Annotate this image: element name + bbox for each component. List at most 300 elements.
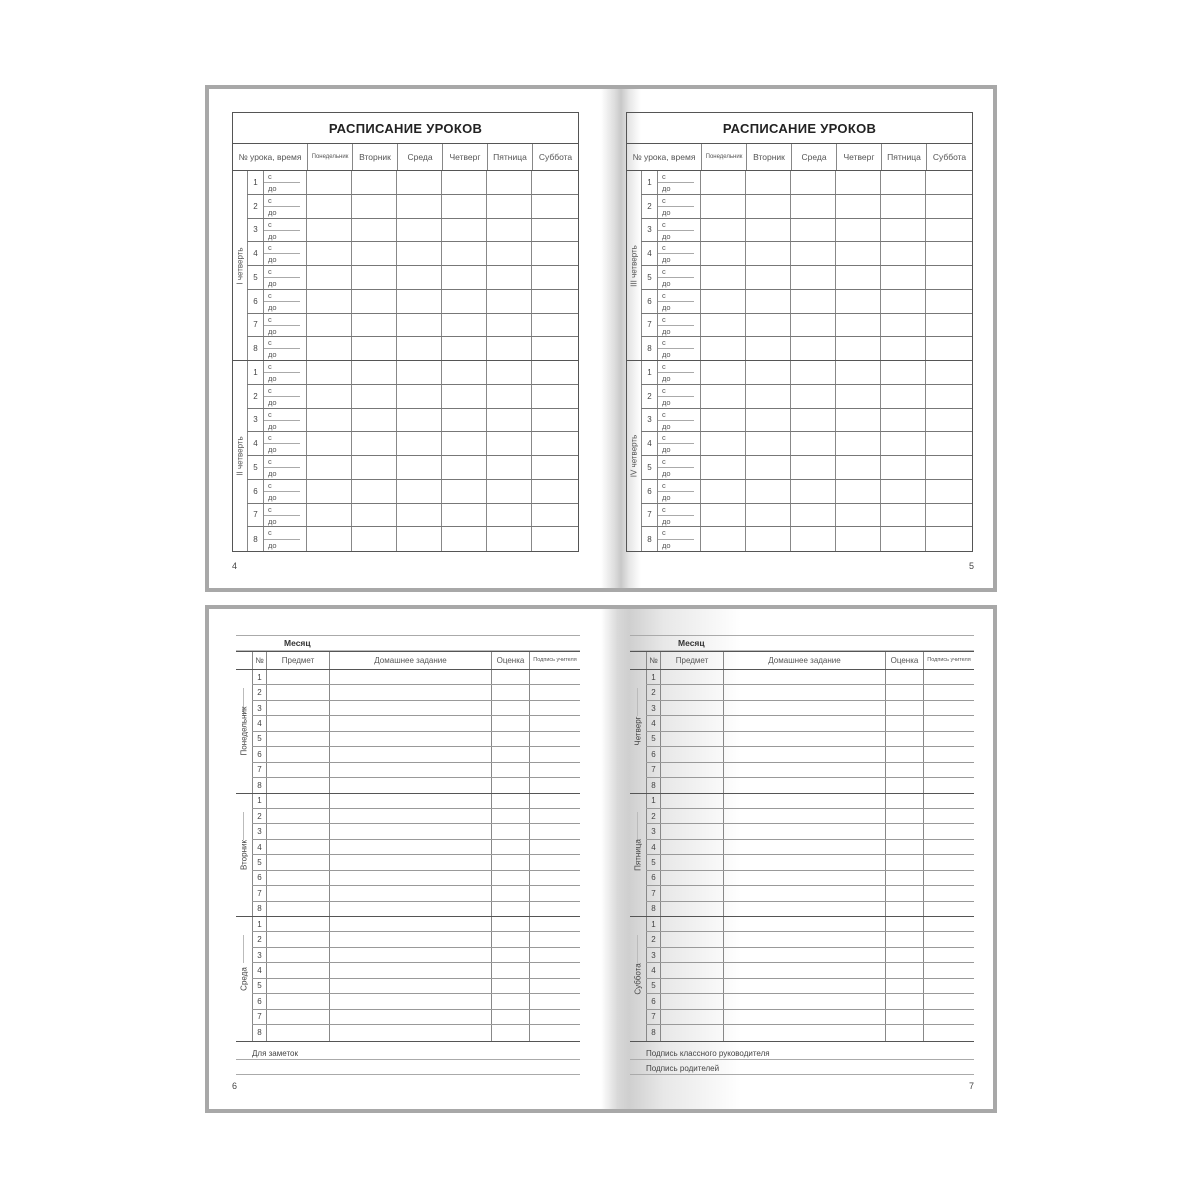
schedule-cell[interactable] bbox=[835, 242, 880, 265]
schedule-cell[interactable] bbox=[486, 242, 531, 265]
homework-cell[interactable] bbox=[329, 716, 491, 730]
time-to-field[interactable]: до bbox=[268, 469, 277, 478]
schedule-cell[interactable] bbox=[396, 432, 441, 455]
schedule-cell[interactable] bbox=[441, 337, 486, 360]
time-to-field[interactable]: до bbox=[268, 207, 277, 217]
teacher-signature-cell[interactable] bbox=[923, 732, 974, 746]
grade-cell[interactable] bbox=[885, 948, 923, 962]
homework-cell[interactable] bbox=[723, 670, 885, 684]
time-from-field[interactable]: с bbox=[264, 314, 300, 326]
teacher-signature-cell[interactable] bbox=[529, 871, 580, 885]
subject-cell[interactable] bbox=[266, 963, 329, 977]
time-to-field[interactable]: до bbox=[268, 397, 277, 407]
homework-cell[interactable] bbox=[723, 994, 885, 1008]
teacher-signature-cell[interactable] bbox=[529, 809, 580, 823]
homework-cell[interactable] bbox=[329, 979, 491, 993]
schedule-cell[interactable] bbox=[745, 219, 790, 242]
time-from-field[interactable]: с bbox=[264, 219, 300, 231]
time-to-field[interactable]: до bbox=[268, 302, 277, 312]
schedule-cell[interactable] bbox=[700, 361, 745, 384]
footer-line[interactable]: Для заметок bbox=[236, 1045, 580, 1060]
teacher-signature-cell[interactable] bbox=[923, 948, 974, 962]
schedule-cell[interactable] bbox=[880, 242, 925, 265]
subject-cell[interactable] bbox=[266, 886, 329, 900]
schedule-cell[interactable] bbox=[700, 504, 745, 527]
schedule-cell[interactable] bbox=[396, 195, 441, 218]
schedule-cell[interactable] bbox=[531, 195, 577, 218]
schedule-cell[interactable] bbox=[790, 242, 835, 265]
schedule-cell[interactable] bbox=[790, 527, 835, 551]
schedule-cell[interactable] bbox=[835, 195, 880, 218]
subject-cell[interactable] bbox=[266, 902, 329, 916]
grade-cell[interactable] bbox=[491, 840, 529, 854]
homework-cell[interactable] bbox=[329, 685, 491, 699]
schedule-cell[interactable] bbox=[441, 409, 486, 432]
schedule-cell[interactable] bbox=[880, 290, 925, 313]
schedule-cell[interactable] bbox=[700, 432, 745, 455]
time-to-field[interactable]: до bbox=[662, 326, 671, 336]
schedule-cell[interactable] bbox=[396, 456, 441, 479]
homework-cell[interactable] bbox=[329, 670, 491, 684]
time-from-field[interactable]: с bbox=[264, 242, 300, 254]
schedule-cell[interactable] bbox=[441, 456, 486, 479]
schedule-cell[interactable] bbox=[441, 290, 486, 313]
schedule-cell[interactable] bbox=[486, 456, 531, 479]
time-from-field[interactable]: с bbox=[658, 409, 694, 421]
homework-cell[interactable] bbox=[723, 917, 885, 931]
teacher-signature-cell[interactable] bbox=[529, 932, 580, 946]
grade-cell[interactable] bbox=[491, 932, 529, 946]
homework-cell[interactable] bbox=[329, 902, 491, 916]
schedule-cell[interactable] bbox=[835, 171, 880, 194]
schedule-cell[interactable] bbox=[396, 242, 441, 265]
time-to-field[interactable]: до bbox=[662, 445, 671, 455]
teacher-signature-cell[interactable] bbox=[923, 932, 974, 946]
schedule-cell[interactable] bbox=[441, 314, 486, 337]
schedule-cell[interactable] bbox=[486, 480, 531, 503]
grade-cell[interactable] bbox=[885, 778, 923, 792]
grade-cell[interactable] bbox=[885, 840, 923, 854]
grade-cell[interactable] bbox=[885, 871, 923, 885]
teacher-signature-cell[interactable] bbox=[923, 701, 974, 715]
time-from-field[interactable]: с bbox=[264, 361, 300, 373]
schedule-cell[interactable] bbox=[351, 337, 396, 360]
schedule-cell[interactable] bbox=[396, 337, 441, 360]
schedule-cell[interactable] bbox=[306, 504, 351, 527]
teacher-signature-cell[interactable] bbox=[923, 1025, 974, 1040]
schedule-cell[interactable] bbox=[835, 337, 880, 360]
homework-cell[interactable] bbox=[329, 948, 491, 962]
homework-cell[interactable] bbox=[723, 932, 885, 946]
time-from-field[interactable]: с bbox=[264, 480, 300, 492]
schedule-cell[interactable] bbox=[486, 361, 531, 384]
grade-cell[interactable] bbox=[885, 685, 923, 699]
teacher-signature-cell[interactable] bbox=[529, 747, 580, 761]
schedule-cell[interactable] bbox=[925, 290, 971, 313]
schedule-cell[interactable] bbox=[396, 171, 441, 194]
schedule-cell[interactable] bbox=[745, 314, 790, 337]
time-to-field[interactable]: до bbox=[268, 231, 277, 241]
time-from-field[interactable]: с bbox=[264, 432, 300, 444]
schedule-cell[interactable] bbox=[306, 242, 351, 265]
grade-cell[interactable] bbox=[885, 794, 923, 808]
teacher-signature-cell[interactable] bbox=[529, 732, 580, 746]
schedule-cell[interactable] bbox=[396, 290, 441, 313]
schedule-cell[interactable] bbox=[441, 195, 486, 218]
homework-cell[interactable] bbox=[329, 932, 491, 946]
schedule-cell[interactable] bbox=[700, 385, 745, 408]
homework-cell[interactable] bbox=[723, 871, 885, 885]
schedule-cell[interactable] bbox=[306, 314, 351, 337]
subject-cell[interactable] bbox=[266, 824, 329, 838]
homework-cell[interactable] bbox=[329, 994, 491, 1008]
schedule-cell[interactable] bbox=[351, 361, 396, 384]
teacher-signature-cell[interactable] bbox=[529, 840, 580, 854]
homework-cell[interactable] bbox=[723, 716, 885, 730]
subject-cell[interactable] bbox=[660, 1025, 723, 1040]
schedule-cell[interactable] bbox=[700, 219, 745, 242]
homework-cell[interactable] bbox=[329, 778, 491, 792]
subject-cell[interactable] bbox=[660, 732, 723, 746]
teacher-signature-cell[interactable] bbox=[529, 716, 580, 730]
schedule-cell[interactable] bbox=[351, 195, 396, 218]
grade-cell[interactable] bbox=[491, 747, 529, 761]
teacher-signature-cell[interactable] bbox=[529, 701, 580, 715]
schedule-cell[interactable] bbox=[925, 480, 971, 503]
grade-cell[interactable] bbox=[885, 732, 923, 746]
subject-cell[interactable] bbox=[266, 747, 329, 761]
schedule-cell[interactable] bbox=[306, 266, 351, 289]
time-to-field[interactable]: до bbox=[268, 279, 277, 288]
schedule-cell[interactable] bbox=[745, 195, 790, 218]
teacher-signature-cell[interactable] bbox=[923, 794, 974, 808]
schedule-cell[interactable] bbox=[306, 480, 351, 503]
subject-cell[interactable] bbox=[266, 979, 329, 993]
schedule-cell[interactable] bbox=[441, 219, 486, 242]
schedule-cell[interactable] bbox=[790, 195, 835, 218]
subject-cell[interactable] bbox=[266, 685, 329, 699]
grade-cell[interactable] bbox=[491, 809, 529, 823]
schedule-cell[interactable] bbox=[925, 171, 971, 194]
schedule-cell[interactable] bbox=[835, 480, 880, 503]
schedule-cell[interactable] bbox=[925, 219, 971, 242]
time-to-field[interactable]: до bbox=[662, 255, 671, 265]
subject-cell[interactable] bbox=[660, 778, 723, 792]
schedule-cell[interactable] bbox=[835, 219, 880, 242]
homework-cell[interactable] bbox=[723, 778, 885, 792]
time-to-field[interactable]: до bbox=[268, 540, 277, 550]
subject-cell[interactable] bbox=[660, 886, 723, 900]
grade-cell[interactable] bbox=[491, 716, 529, 730]
schedule-cell[interactable] bbox=[700, 242, 745, 265]
homework-cell[interactable] bbox=[329, 840, 491, 854]
schedule-cell[interactable] bbox=[790, 432, 835, 455]
teacher-signature-cell[interactable] bbox=[923, 994, 974, 1008]
teacher-signature-cell[interactable] bbox=[529, 902, 580, 916]
schedule-cell[interactable] bbox=[531, 385, 577, 408]
schedule-cell[interactable] bbox=[531, 337, 577, 360]
grade-cell[interactable] bbox=[491, 685, 529, 699]
homework-cell[interactable] bbox=[723, 809, 885, 823]
schedule-cell[interactable] bbox=[351, 527, 396, 551]
subject-cell[interactable] bbox=[660, 948, 723, 962]
homework-cell[interactable] bbox=[329, 917, 491, 931]
subject-cell[interactable] bbox=[266, 701, 329, 715]
time-from-field[interactable]: с bbox=[658, 432, 694, 444]
time-to-field[interactable]: до bbox=[662, 397, 671, 407]
schedule-cell[interactable] bbox=[790, 337, 835, 360]
subject-cell[interactable] bbox=[660, 932, 723, 946]
schedule-cell[interactable] bbox=[925, 432, 971, 455]
schedule-cell[interactable] bbox=[396, 361, 441, 384]
schedule-cell[interactable] bbox=[351, 290, 396, 313]
schedule-cell[interactable] bbox=[486, 385, 531, 408]
grade-cell[interactable] bbox=[885, 747, 923, 761]
schedule-cell[interactable] bbox=[351, 242, 396, 265]
schedule-cell[interactable] bbox=[486, 314, 531, 337]
teacher-signature-cell[interactable] bbox=[529, 670, 580, 684]
time-from-field[interactable]: с bbox=[658, 314, 694, 326]
schedule-cell[interactable] bbox=[790, 456, 835, 479]
teacher-signature-cell[interactable] bbox=[923, 670, 974, 684]
grade-cell[interactable] bbox=[885, 994, 923, 1008]
schedule-cell[interactable] bbox=[835, 527, 880, 551]
subject-cell[interactable] bbox=[660, 670, 723, 684]
homework-cell[interactable] bbox=[723, 902, 885, 916]
teacher-signature-cell[interactable] bbox=[529, 994, 580, 1008]
subject-cell[interactable] bbox=[266, 794, 329, 808]
teacher-signature-cell[interactable] bbox=[923, 685, 974, 699]
footer-line[interactable]: Подпись родителей bbox=[630, 1060, 974, 1075]
schedule-cell[interactable] bbox=[745, 385, 790, 408]
schedule-cell[interactable] bbox=[306, 171, 351, 194]
schedule-cell[interactable] bbox=[441, 242, 486, 265]
schedule-cell[interactable] bbox=[925, 409, 971, 432]
grade-cell[interactable] bbox=[491, 763, 529, 777]
schedule-cell[interactable] bbox=[351, 480, 396, 503]
schedule-cell[interactable] bbox=[745, 432, 790, 455]
schedule-cell[interactable] bbox=[351, 385, 396, 408]
grade-cell[interactable] bbox=[885, 763, 923, 777]
schedule-cell[interactable] bbox=[745, 409, 790, 432]
schedule-cell[interactable] bbox=[531, 527, 577, 551]
teacher-signature-cell[interactable] bbox=[923, 979, 974, 993]
schedule-cell[interactable] bbox=[351, 504, 396, 527]
subject-cell[interactable] bbox=[266, 778, 329, 792]
teacher-signature-cell[interactable] bbox=[923, 871, 974, 885]
schedule-cell[interactable] bbox=[486, 290, 531, 313]
subject-cell[interactable] bbox=[266, 763, 329, 777]
schedule-cell[interactable] bbox=[396, 504, 441, 527]
time-to-field[interactable]: до bbox=[662, 421, 671, 431]
schedule-cell[interactable] bbox=[880, 219, 925, 242]
time-to-field[interactable]: до bbox=[268, 255, 277, 265]
time-from-field[interactable]: с bbox=[264, 337, 300, 349]
schedule-cell[interactable] bbox=[531, 480, 577, 503]
schedule-cell[interactable] bbox=[700, 480, 745, 503]
subject-cell[interactable] bbox=[660, 994, 723, 1008]
grade-cell[interactable] bbox=[885, 701, 923, 715]
schedule-cell[interactable] bbox=[531, 219, 577, 242]
schedule-cell[interactable] bbox=[486, 219, 531, 242]
schedule-cell[interactable] bbox=[306, 290, 351, 313]
homework-cell[interactable] bbox=[329, 1025, 491, 1040]
schedule-cell[interactable] bbox=[925, 504, 971, 527]
schedule-cell[interactable] bbox=[835, 432, 880, 455]
schedule-cell[interactable] bbox=[486, 266, 531, 289]
schedule-cell[interactable] bbox=[790, 385, 835, 408]
schedule-cell[interactable] bbox=[306, 432, 351, 455]
grade-cell[interactable] bbox=[491, 824, 529, 838]
grade-cell[interactable] bbox=[491, 902, 529, 916]
time-to-field[interactable]: до bbox=[268, 492, 277, 502]
subject-cell[interactable] bbox=[660, 824, 723, 838]
time-to-field[interactable]: до bbox=[662, 350, 671, 360]
schedule-cell[interactable] bbox=[745, 290, 790, 313]
grade-cell[interactable] bbox=[885, 902, 923, 916]
grade-cell[interactable] bbox=[885, 932, 923, 946]
teacher-signature-cell[interactable] bbox=[529, 979, 580, 993]
schedule-cell[interactable] bbox=[531, 432, 577, 455]
schedule-cell[interactable] bbox=[790, 290, 835, 313]
grade-cell[interactable] bbox=[885, 670, 923, 684]
subject-cell[interactable] bbox=[266, 840, 329, 854]
schedule-cell[interactable] bbox=[880, 337, 925, 360]
grade-cell[interactable] bbox=[491, 855, 529, 869]
subject-cell[interactable] bbox=[660, 840, 723, 854]
schedule-cell[interactable] bbox=[835, 266, 880, 289]
time-from-field[interactable]: с bbox=[264, 385, 300, 397]
teacher-signature-cell[interactable] bbox=[923, 763, 974, 777]
time-from-field[interactable]: с bbox=[658, 219, 694, 231]
time-from-field[interactable]: с bbox=[658, 385, 694, 397]
schedule-cell[interactable] bbox=[441, 527, 486, 551]
schedule-cell[interactable] bbox=[486, 337, 531, 360]
time-from-field[interactable]: с bbox=[658, 337, 694, 349]
schedule-cell[interactable] bbox=[880, 504, 925, 527]
homework-cell[interactable] bbox=[329, 732, 491, 746]
grade-cell[interactable] bbox=[491, 732, 529, 746]
homework-cell[interactable] bbox=[723, 824, 885, 838]
grade-cell[interactable] bbox=[885, 979, 923, 993]
schedule-cell[interactable] bbox=[925, 337, 971, 360]
schedule-cell[interactable] bbox=[306, 337, 351, 360]
schedule-cell[interactable] bbox=[531, 266, 577, 289]
homework-cell[interactable] bbox=[723, 1025, 885, 1040]
homework-cell[interactable] bbox=[329, 809, 491, 823]
schedule-cell[interactable] bbox=[700, 527, 745, 551]
schedule-cell[interactable] bbox=[790, 314, 835, 337]
homework-cell[interactable] bbox=[329, 794, 491, 808]
schedule-cell[interactable] bbox=[880, 195, 925, 218]
schedule-cell[interactable] bbox=[790, 504, 835, 527]
subject-cell[interactable] bbox=[266, 1010, 329, 1024]
time-to-field[interactable]: до bbox=[662, 469, 671, 478]
homework-cell[interactable] bbox=[329, 824, 491, 838]
time-to-field[interactable]: до bbox=[662, 516, 671, 526]
time-to-field[interactable]: до bbox=[662, 374, 671, 383]
grade-cell[interactable] bbox=[491, 979, 529, 993]
schedule-cell[interactable] bbox=[396, 409, 441, 432]
subject-cell[interactable] bbox=[660, 855, 723, 869]
homework-cell[interactable] bbox=[329, 871, 491, 885]
schedule-cell[interactable] bbox=[531, 456, 577, 479]
subject-cell[interactable] bbox=[660, 685, 723, 699]
homework-cell[interactable] bbox=[723, 701, 885, 715]
time-to-field[interactable]: до bbox=[662, 540, 671, 550]
teacher-signature-cell[interactable] bbox=[529, 824, 580, 838]
schedule-cell[interactable] bbox=[396, 527, 441, 551]
subject-cell[interactable] bbox=[660, 701, 723, 715]
subject-cell[interactable] bbox=[660, 963, 723, 977]
teacher-signature-cell[interactable] bbox=[529, 794, 580, 808]
schedule-cell[interactable] bbox=[925, 266, 971, 289]
schedule-cell[interactable] bbox=[396, 480, 441, 503]
schedule-cell[interactable] bbox=[790, 480, 835, 503]
grade-cell[interactable] bbox=[885, 809, 923, 823]
schedule-cell[interactable] bbox=[790, 266, 835, 289]
grade-cell[interactable] bbox=[491, 1025, 529, 1040]
schedule-cell[interactable] bbox=[925, 242, 971, 265]
schedule-cell[interactable] bbox=[486, 432, 531, 455]
time-from-field[interactable]: с bbox=[264, 456, 300, 468]
schedule-cell[interactable] bbox=[745, 337, 790, 360]
schedule-cell[interactable] bbox=[880, 456, 925, 479]
schedule-cell[interactable] bbox=[351, 432, 396, 455]
subject-cell[interactable] bbox=[660, 794, 723, 808]
schedule-cell[interactable] bbox=[925, 456, 971, 479]
schedule-cell[interactable] bbox=[925, 314, 971, 337]
schedule-cell[interactable] bbox=[486, 409, 531, 432]
teacher-signature-cell[interactable] bbox=[529, 917, 580, 931]
time-to-field[interactable]: до bbox=[268, 350, 277, 360]
homework-cell[interactable] bbox=[723, 840, 885, 854]
schedule-cell[interactable] bbox=[700, 266, 745, 289]
schedule-cell[interactable] bbox=[306, 409, 351, 432]
teacher-signature-cell[interactable] bbox=[923, 824, 974, 838]
schedule-cell[interactable] bbox=[880, 314, 925, 337]
homework-cell[interactable] bbox=[723, 794, 885, 808]
time-from-field[interactable]: с bbox=[658, 504, 694, 516]
schedule-cell[interactable] bbox=[351, 409, 396, 432]
schedule-cell[interactable] bbox=[925, 361, 971, 384]
schedule-cell[interactable] bbox=[880, 480, 925, 503]
schedule-cell[interactable] bbox=[486, 171, 531, 194]
grade-cell[interactable] bbox=[491, 1010, 529, 1024]
time-from-field[interactable]: с bbox=[264, 527, 300, 539]
homework-cell[interactable] bbox=[329, 763, 491, 777]
schedule-cell[interactable] bbox=[880, 361, 925, 384]
time-from-field[interactable]: с bbox=[658, 361, 694, 373]
schedule-cell[interactable] bbox=[745, 242, 790, 265]
teacher-signature-cell[interactable] bbox=[923, 917, 974, 931]
schedule-cell[interactable] bbox=[745, 171, 790, 194]
subject-cell[interactable] bbox=[266, 732, 329, 746]
schedule-cell[interactable] bbox=[351, 314, 396, 337]
schedule-cell[interactable] bbox=[880, 432, 925, 455]
subject-cell[interactable] bbox=[660, 1010, 723, 1024]
schedule-cell[interactable] bbox=[441, 504, 486, 527]
homework-cell[interactable] bbox=[723, 979, 885, 993]
time-from-field[interactable]: с bbox=[658, 171, 694, 183]
schedule-cell[interactable] bbox=[351, 266, 396, 289]
subject-cell[interactable] bbox=[266, 809, 329, 823]
time-from-field[interactable]: с bbox=[264, 290, 300, 302]
schedule-cell[interactable] bbox=[790, 171, 835, 194]
time-to-field[interactable]: до bbox=[662, 184, 671, 193]
teacher-signature-cell[interactable] bbox=[529, 685, 580, 699]
subject-cell[interactable] bbox=[660, 747, 723, 761]
